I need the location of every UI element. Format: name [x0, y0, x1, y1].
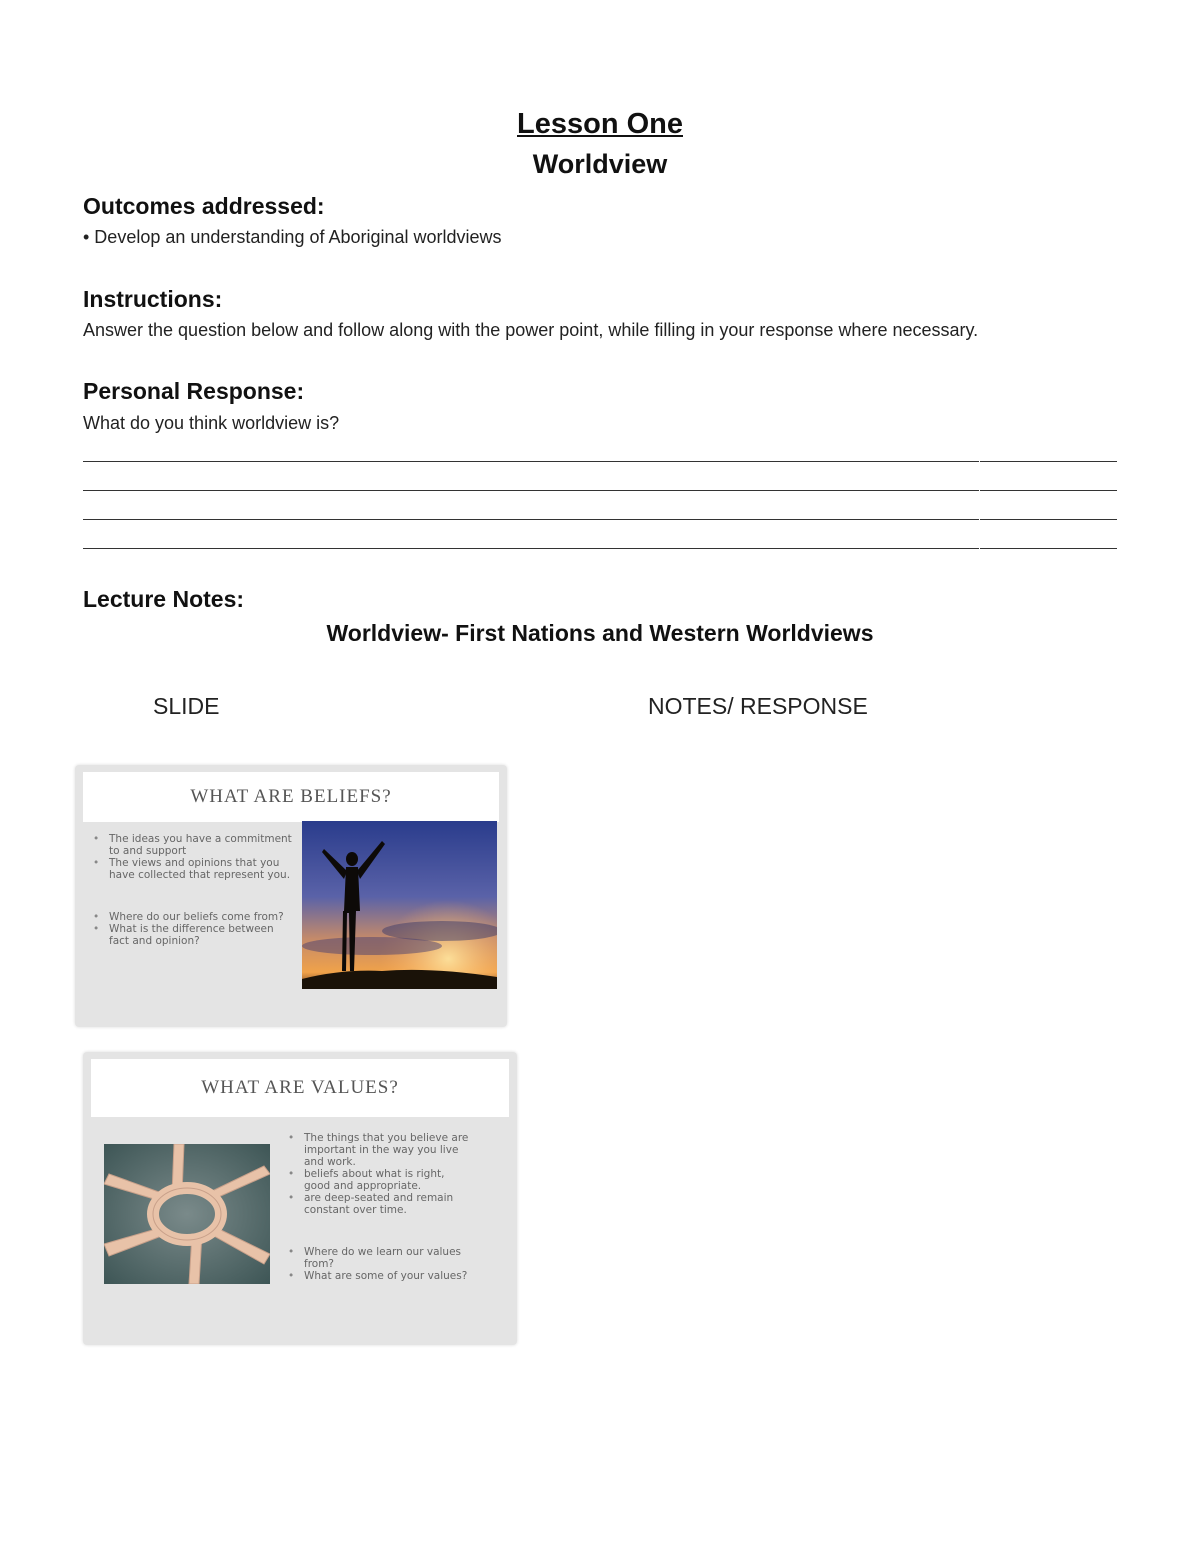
slide-bullet: • What is the difference between fact and opinion? — [93, 923, 293, 947]
response-line[interactable] — [83, 461, 1117, 462]
slide-values — [83, 1052, 517, 1345]
slide-beliefs — [75, 765, 507, 1027]
lecture-notes-heading: Lecture Notes: — [83, 586, 245, 612]
slide-title: WHAT ARE VALUES? — [201, 1077, 399, 1098]
personal-response-heading: Personal Response: — [83, 378, 305, 404]
slide-bullets — [288, 1132, 473, 1282]
lesson-title: Lesson One — [517, 108, 683, 140]
notes-column-heading: NOTES/ RESPONSE — [648, 693, 868, 719]
personal-response-question: What do you think worldview is? — [83, 413, 340, 433]
outcomes-heading: Outcomes addressed: — [83, 193, 325, 219]
response-line[interactable] — [83, 490, 1117, 491]
instructions-text: Answer the question below and follow along with the power point, while filling in your response where necessary. — [83, 320, 979, 340]
slide-bullet: • The ideas you have a commitment to and support — [93, 833, 293, 857]
slide-title-bar — [91, 1059, 509, 1117]
slide-column-heading: SLIDE — [153, 693, 220, 719]
slide-bullet: • Where do our beliefs come from? — [93, 911, 293, 923]
response-line[interactable] — [83, 548, 1117, 549]
lesson-subtitle: Worldview — [532, 149, 668, 179]
slide-bullet: • are deep-seated and remain constant over time. — [288, 1192, 473, 1216]
outcome-item: • Develop an understanding of Aboriginal worldviews — [83, 227, 502, 247]
lecture-subtitle: Worldview- First Nations and Western Worldviews — [326, 620, 874, 646]
slide-bullet: • What are some of your values? — [288, 1270, 473, 1282]
instructions-heading: Instructions: — [83, 286, 223, 312]
slide-bullet: • beliefs about what is right, good and appropriate. — [288, 1168, 473, 1192]
slide-bullet: • Where do we learn our values from? — [288, 1246, 473, 1270]
slide-bullet: • The views and opinions that you have collected that represent you. — [93, 857, 293, 881]
slide-title: WHAT ARE BELIEFS? — [190, 786, 392, 807]
slide-bullets — [93, 833, 293, 947]
silhouette-sunset-image — [302, 821, 497, 989]
response-line[interactable] — [83, 519, 1117, 520]
joined-hands-image — [104, 1144, 270, 1284]
slide-bullet: • The things that you believe are important in the way you live and work. — [288, 1132, 473, 1168]
slide-title-bar — [83, 772, 499, 822]
